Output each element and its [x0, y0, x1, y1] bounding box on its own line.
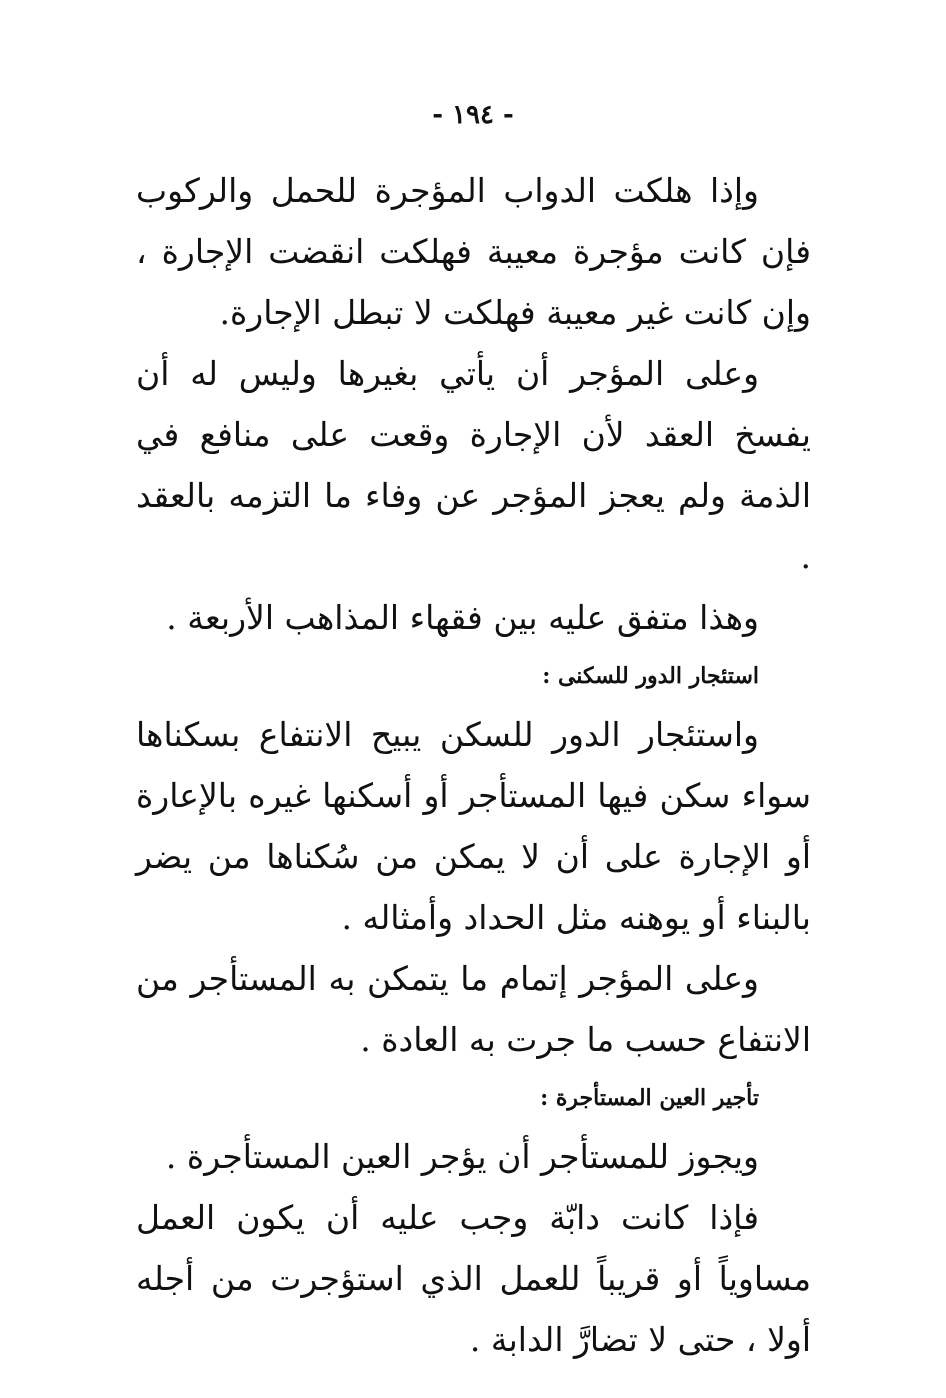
page-number: - ١٩٤ -: [432, 100, 514, 130]
paragraph-dead-animals: وإذا هلكت الدواب المؤجرة للحمل والركوب فإن كانت مؤجرة معيبة فهلكت انقضت الإجارة ، وإن كانت غير معيبة فهلكت لا تبطل الإجارة.: [136, 171, 811, 332]
section-heading-subleasing: تأجير العين المستأجرة :: [540, 1085, 759, 1111]
paragraph-sublease-permitted: ويجوز للمستأجر أن يؤجر العين المستأجرة .: [165, 1137, 759, 1176]
paragraph-sublease-animal: فإذا كانت دابّة وجب عليه أن يكون العمل مساوياً أو قريباً للعمل الذي استؤجرت من أجله أولا ، حتى لا تضارَّ الدابة .: [136, 1198, 811, 1359]
paragraph-lessor-replacement: وعلى المؤجر أن يأتي بغيرها وليس له أن يفسخ العقد لأن الإجارة وقعت على منافع في الذمة ولم يعجز المؤجر عن وفاء ما التزمه بالعقد .: [136, 354, 811, 576]
paragraph-renting-houses: واستئجار الدور للسكن يبيح الانتفاع بسكناها سواء سكن فيها المستأجر أو أسكنها غيره بالإعارة أو الإجارة على أن لا يمكن من سُكناها من يضر بالبناء أو يوهنه مثل الحداد وأمثاله .: [136, 715, 811, 937]
page-body: [136, 160, 811, 1370]
section-heading-renting-houses: استئجار الدور للسكنى :: [542, 663, 759, 689]
paragraph-lessor-duty: وعلى المؤجر إتمام ما يتمكن به المستأجر من الانتفاع حسب ما جرت به العادة .: [136, 959, 811, 1059]
paragraph-consensus: وهذا متفق عليه بين فقهاء المذاهب الأربعة .: [166, 598, 759, 637]
